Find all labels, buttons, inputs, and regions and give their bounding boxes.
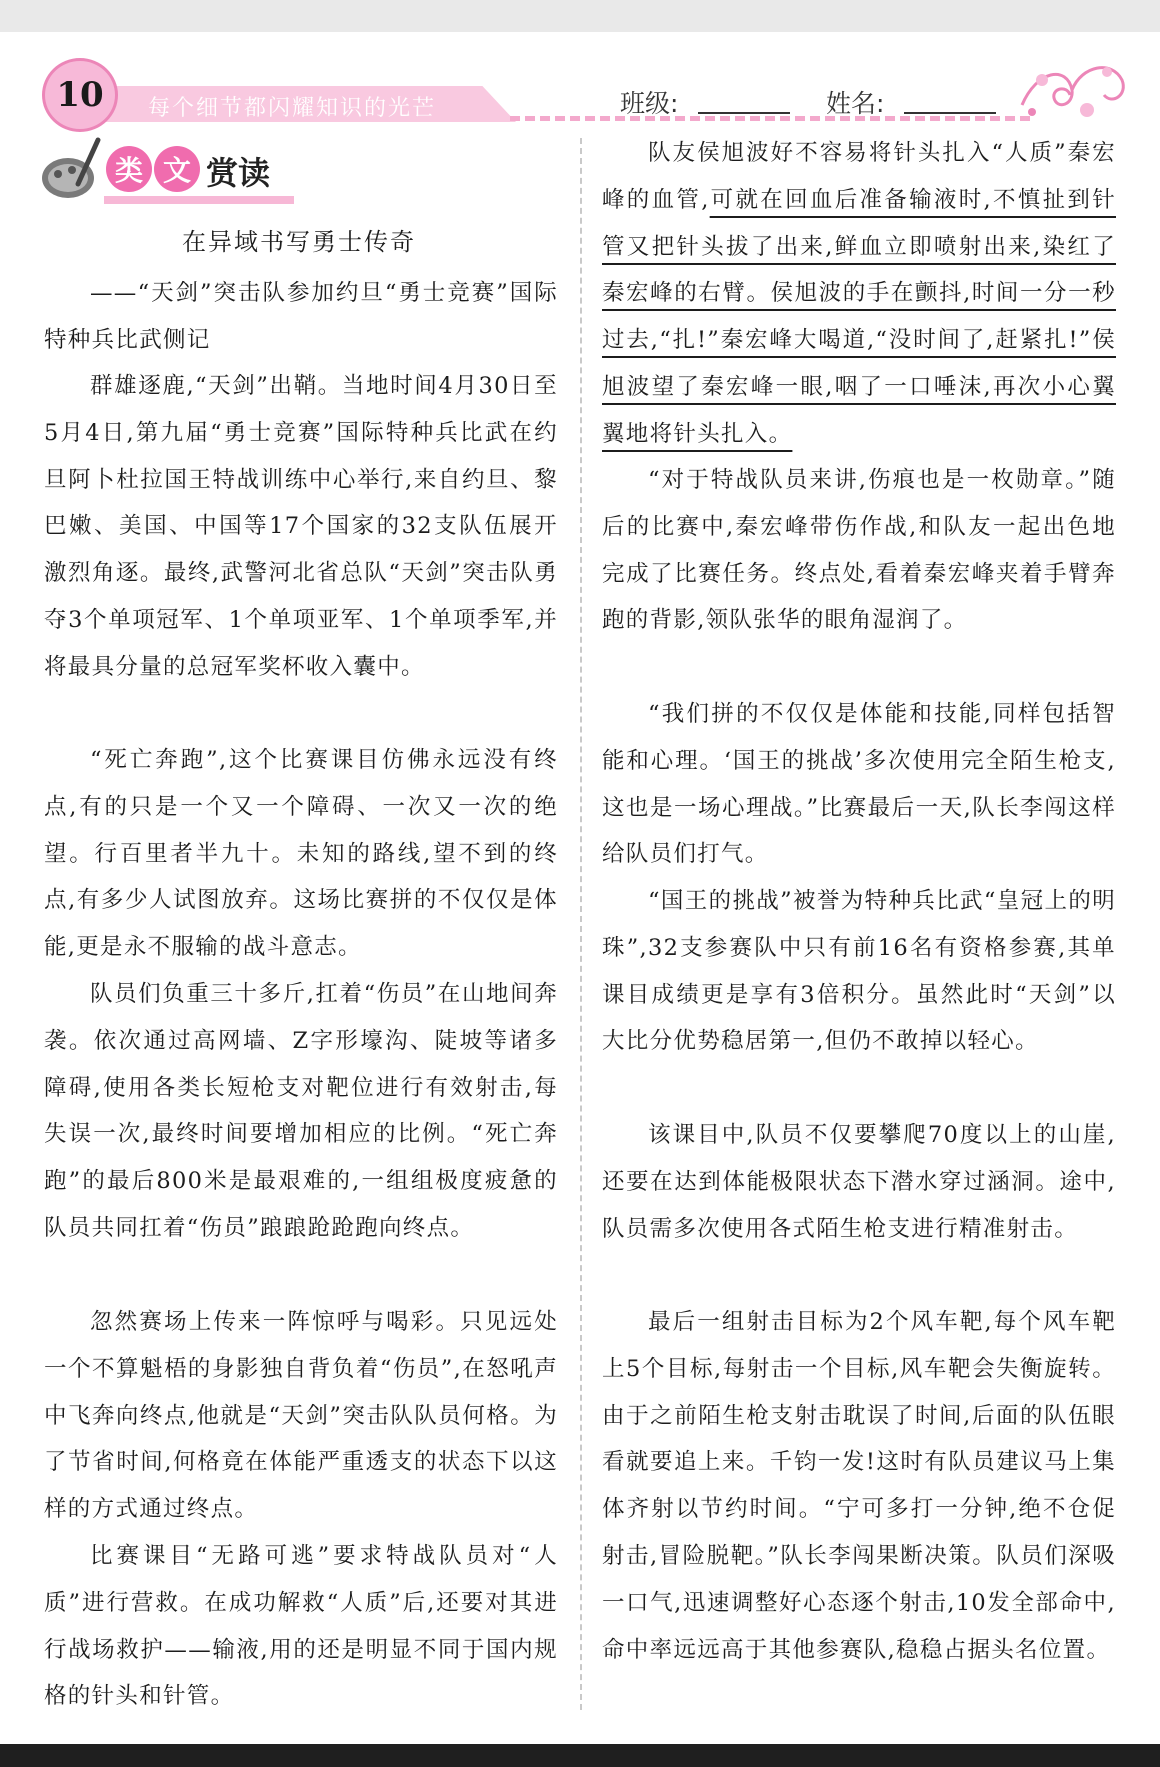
article-subtitle: ——“天剑”突击队参加约旦“勇士竞赛”国际特种兵比武侧记	[44, 280, 558, 353]
slogan-text: 每个细节都闪耀知识的光芒	[148, 96, 437, 121]
paragraph-start: 队友侯旭波好不容易将针头扎入“人质”秦宏峰的血管,	[602, 140, 1116, 213]
section-underline	[104, 196, 294, 204]
section-heading: 赏读	[206, 154, 271, 192]
header-dashed-rule	[510, 116, 1030, 121]
paragraph: 忽然赛场上传来一阵惊呼与喝彩。只见远处一个不算魁梧的身影独自背负着“伤员”,在怒吼声中飞奔向终点,他就是“天剑”突击队队员何格。为了节省时间,何格竟在体能严重透支的状态下以这样的方式通过终点。	[44, 1309, 558, 1523]
class-blank	[698, 112, 790, 114]
paragraph: “对于特战队员来讲,伤痕也是一枚勋章。”随后的比赛中,秦宏峰带伤作战,和队友一起出色地完成了比赛任务。终点处,看着秦宏峰夹着手臂奔跑的背影,领队张华的眼角湿润了。	[602, 467, 1116, 634]
name-label: 姓名:	[826, 89, 885, 118]
paragraph: 比赛课目“无路可逃”要求特战队员对“人质”进行营救。在成功解救“人质”后,还要对其进行战场救护——输液,用的还是明显不同于国内规格的针头和针管。	[44, 1543, 558, 1710]
bottom-margin	[0, 1744, 1160, 1767]
paragraph: “死亡奔跑”,这个比赛课目仿佛永远没有终点,有的只是一个又一个障碍、一次又一次的绝望。行百里者半九十。未知的路线,望不到的终点,有多少人试图放弃。这场比赛拼的不仅仅是体能,更是永不服输的战斗意志。	[44, 747, 558, 961]
class-label: 班级:	[620, 89, 679, 118]
paragraph: 队员们负重三十多斤,扛着“伤员”在山地间奔袭。依次通过高网墙、Z字形壕沟、陡坡等诸多障碍,使用各类长短枪支对靶位进行有效射击,每失误一次,最终时间要增加相应的比例。“死亡奔跑”的最后800米是最艰难的,一组组极度疲惫的队员共同扛着“伤员”踉踉跄跄跑向终点。	[44, 981, 558, 1241]
paint-palette-icon	[38, 134, 104, 206]
paragraph: 最后一组射击目标为2个风车靶,每个风车靶上5个目标,每射击一个目标,风车靶会失衡旋转。由于之前陌生枪支射击耽误了时间,后面的队伍眼看就要追上来。千钧一发!这时有队员建议马上集体齐射以节约时间。“宁可多打一分钟,绝不仓促射击,冒险脱靶。”队长李闯果断决策。队员们深吸一口气,迅速调整好心态逐个射击,10发全部命中,命中率远远高于其他参赛队,稳稳占据头名位置。	[602, 1309, 1116, 1663]
article-title: 在异域书写勇士传奇	[182, 228, 416, 256]
section-char-1: 类	[106, 146, 152, 192]
column-divider	[580, 138, 582, 1710]
section-char-2: 文	[154, 146, 200, 192]
paragraph-with-underline	[602, 130, 1116, 458]
flourish-ornament-icon	[1012, 50, 1132, 130]
paragraph: “我们拼的不仅仅是体能和技能,同样包括智能和心理。‘国王的挑战’多次使用完全陌生枪支,这也是一场心理战。”比赛最后一天,队长李闯这样给队员们打气。	[602, 701, 1116, 868]
name-blank	[904, 112, 996, 114]
paragraph: 群雄逐鹿,“天剑”出鞘。当地时间4月30日至5月4日,第九届“勇士竞赛”国际特种兵比武在约旦阿卜杜拉国王特战训练中心举行,来自约旦、黎巴嫩、美国、中国等17个国家的32支队伍展开激烈角逐。最终,武警河北省总队“天剑”突击队勇夺3个单项冠军、1个单项亚军、1个单项季军,并将最具分量的总冠军奖杯收入囊中。	[44, 373, 558, 680]
underlined-passage: 可就在回血后准备输液时,不慎扯到针管又把针头拔了出来,鲜血立即喷射出来,染红了秦宏峰的右臂。侯旭波的手在颤抖,时间一分一秒过去,“扎!”秦宏峰大喝道,“没时间了,赶紧扎!”侯旭波望了秦宏峰一眼,咽了一口唾沫,再次小心翼翼地将针头扎入。	[602, 186, 1116, 447]
paragraph: 该课目中,队员不仅要攀爬70度以上的山崖,还要在达到体能极限状态下潜水穿过涵洞。途中,队员需多次使用各式陌生枪支进行精准射击。	[602, 1122, 1116, 1242]
paragraph: “国王的挑战”被誉为特种兵比武“皇冠上的明珠”,32支参赛队中只有前16名有资格参赛,其单课目成绩更是享有3倍积分。虽然此时“天剑”以大比分优势稳居第一,但仍不敢掉以轻心。	[602, 888, 1116, 1055]
page-number: 10	[42, 58, 118, 132]
top-margin	[0, 0, 1160, 32]
